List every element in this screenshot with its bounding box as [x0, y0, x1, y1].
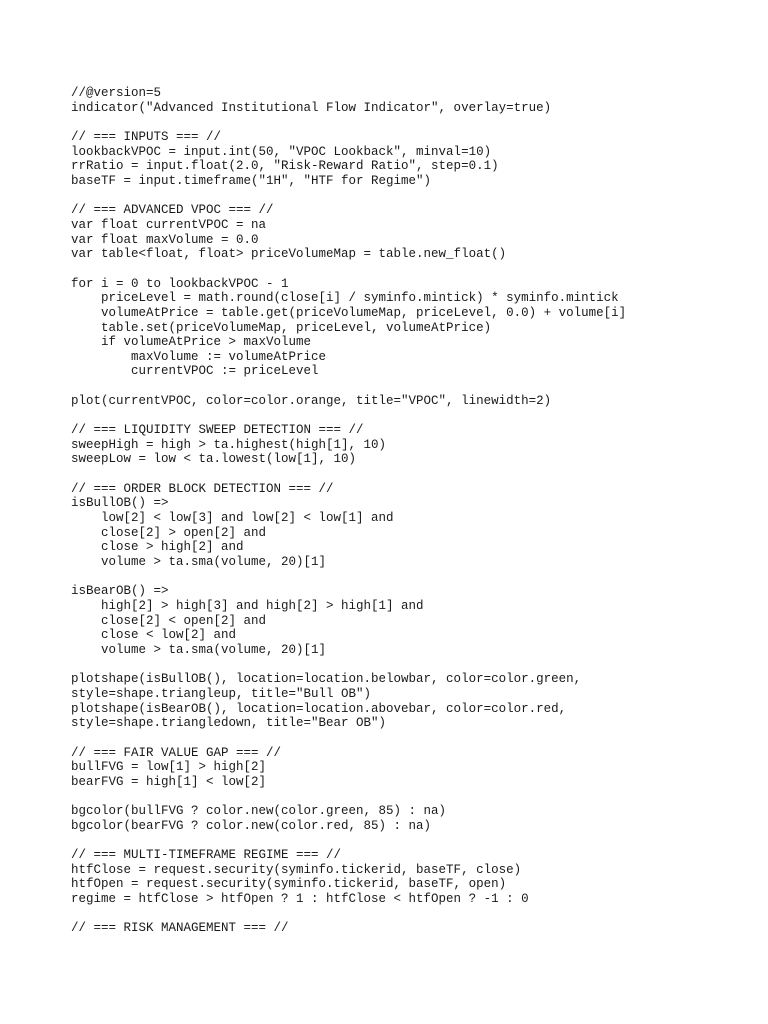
code-line: bgcolor(bearFVG ? color.new(color.red, 85) : na)	[71, 818, 432, 833]
code-line: if volumeAtPrice > maxVolume	[71, 335, 312, 350]
code-line	[71, 790, 626, 805]
code-line	[71, 189, 626, 204]
code-line	[71, 262, 626, 277]
code-line: indicator("Advanced Institutional Flow Indicator", overlay=true)	[71, 100, 552, 115]
code-line: lookbackVPOC = input.int(50, "VPOC Lookback", minval=10)	[71, 144, 492, 159]
code-line	[71, 658, 626, 673]
code-line	[71, 833, 626, 848]
code-line: plot(currentVPOC, color=color.orange, title="VPOC", linewidth=2)	[71, 393, 552, 408]
code-line: // === MULTI-TIMEFRAME REGIME === //	[71, 848, 342, 863]
code-line: volumeAtPrice = table.get(priceVolumeMap, priceLevel, 0.0) + volume[i]	[71, 305, 627, 320]
code-line: // === ADVANCED VPOC === //	[71, 203, 274, 218]
code-line	[71, 115, 626, 130]
code-line: currentVPOC := priceLevel	[71, 364, 319, 379]
code-line: bgcolor(bullFVG ? color.new(color.green, 85) : na)	[71, 804, 447, 819]
code-line: // === LIQUIDITY SWEEP DETECTION === //	[71, 423, 364, 438]
code-line: style=shape.triangleup, title="Bull OB")	[71, 686, 372, 701]
code-line	[71, 907, 626, 922]
code-line: close > high[2] and	[71, 540, 244, 555]
code-line: volume > ta.sma(volume, 20)[1]	[71, 555, 327, 569]
code-line: var float maxVolume = 0.0	[71, 232, 259, 247]
code-line: rrRatio = input.float(2.0, "Risk-Reward Ratio", step=0.1)	[71, 159, 499, 174]
code-line: baseTF = input.timeframe("1H", "HTF for Regime")	[71, 173, 432, 188]
code-line: plotshape(isBearOB(), location=location.abovebar, color=color.red,	[71, 701, 567, 716]
code-line: high[2] > high[3] and high[2] > high[1] and	[71, 598, 424, 613]
code-line: regime = htfClose > htfOpen ? 1 : htfClose < htfOpen ? -1 : 0	[71, 892, 529, 907]
code-line: low[2] < low[3] and low[2] < low[1] and	[71, 511, 394, 526]
code-line: for i = 0 to lookbackVPOC - 1	[71, 276, 289, 291]
code-line: priceLevel = math.round(close[i] / syminfo.mintick) * syminfo.mintick	[71, 291, 619, 306]
code-line: isBullOB() =>	[71, 496, 169, 511]
code-line: style=shape.triangledown, title="Bear OB")	[71, 716, 387, 731]
code-line: close < low[2] and	[71, 628, 237, 643]
code-line: bullFVG = low[1] > high[2]	[71, 760, 267, 775]
code-line: var float currentVPOC = na	[71, 217, 267, 232]
code-line: sweepLow = low < ta.lowest(low[1], 10)	[71, 452, 357, 467]
code-line: // === ORDER BLOCK DETECTION === //	[71, 481, 334, 496]
code-line: var table<float, float> priceVolumeMap = table.new_float()	[71, 247, 507, 262]
code-line: close[2] < open[2] and	[71, 613, 267, 628]
code-line	[71, 731, 626, 746]
code-line: table.set(priceVolumeMap, priceLevel, volumeAtPrice)	[71, 320, 492, 335]
code-line: plotshape(isBullOB(), location=location.belowbar, color=color.green,	[71, 672, 582, 687]
code-line: bearFVG = high[1] < low[2]	[71, 774, 267, 789]
code-line: isBearOB() =>	[71, 584, 169, 599]
code-line: maxVolume := volumeAtPrice	[71, 349, 327, 364]
code-line: // === RISK MANAGEMENT === //	[71, 921, 289, 936]
code-line	[71, 408, 626, 423]
code-line	[71, 379, 626, 394]
code-block	[71, 86, 626, 936]
code-line: // === INPUTS === //	[71, 129, 222, 144]
code-line: close[2] > open[2] and	[71, 525, 267, 540]
code-line: sweepHigh = high > ta.highest(high[1], 10)	[71, 437, 387, 452]
code-line	[71, 570, 626, 585]
code-line	[71, 467, 626, 482]
code-line: //@version=5	[71, 86, 162, 100]
code-line: htfOpen = request.security(syminfo.tickerid, baseTF, open)	[71, 877, 507, 892]
code-line: volume > ta.sma(volume, 20)[1]	[71, 642, 327, 657]
code-line: // === FAIR VALUE GAP === //	[71, 745, 282, 760]
code-line: htfClose = request.security(syminfo.tickerid, baseTF, close)	[71, 862, 522, 877]
